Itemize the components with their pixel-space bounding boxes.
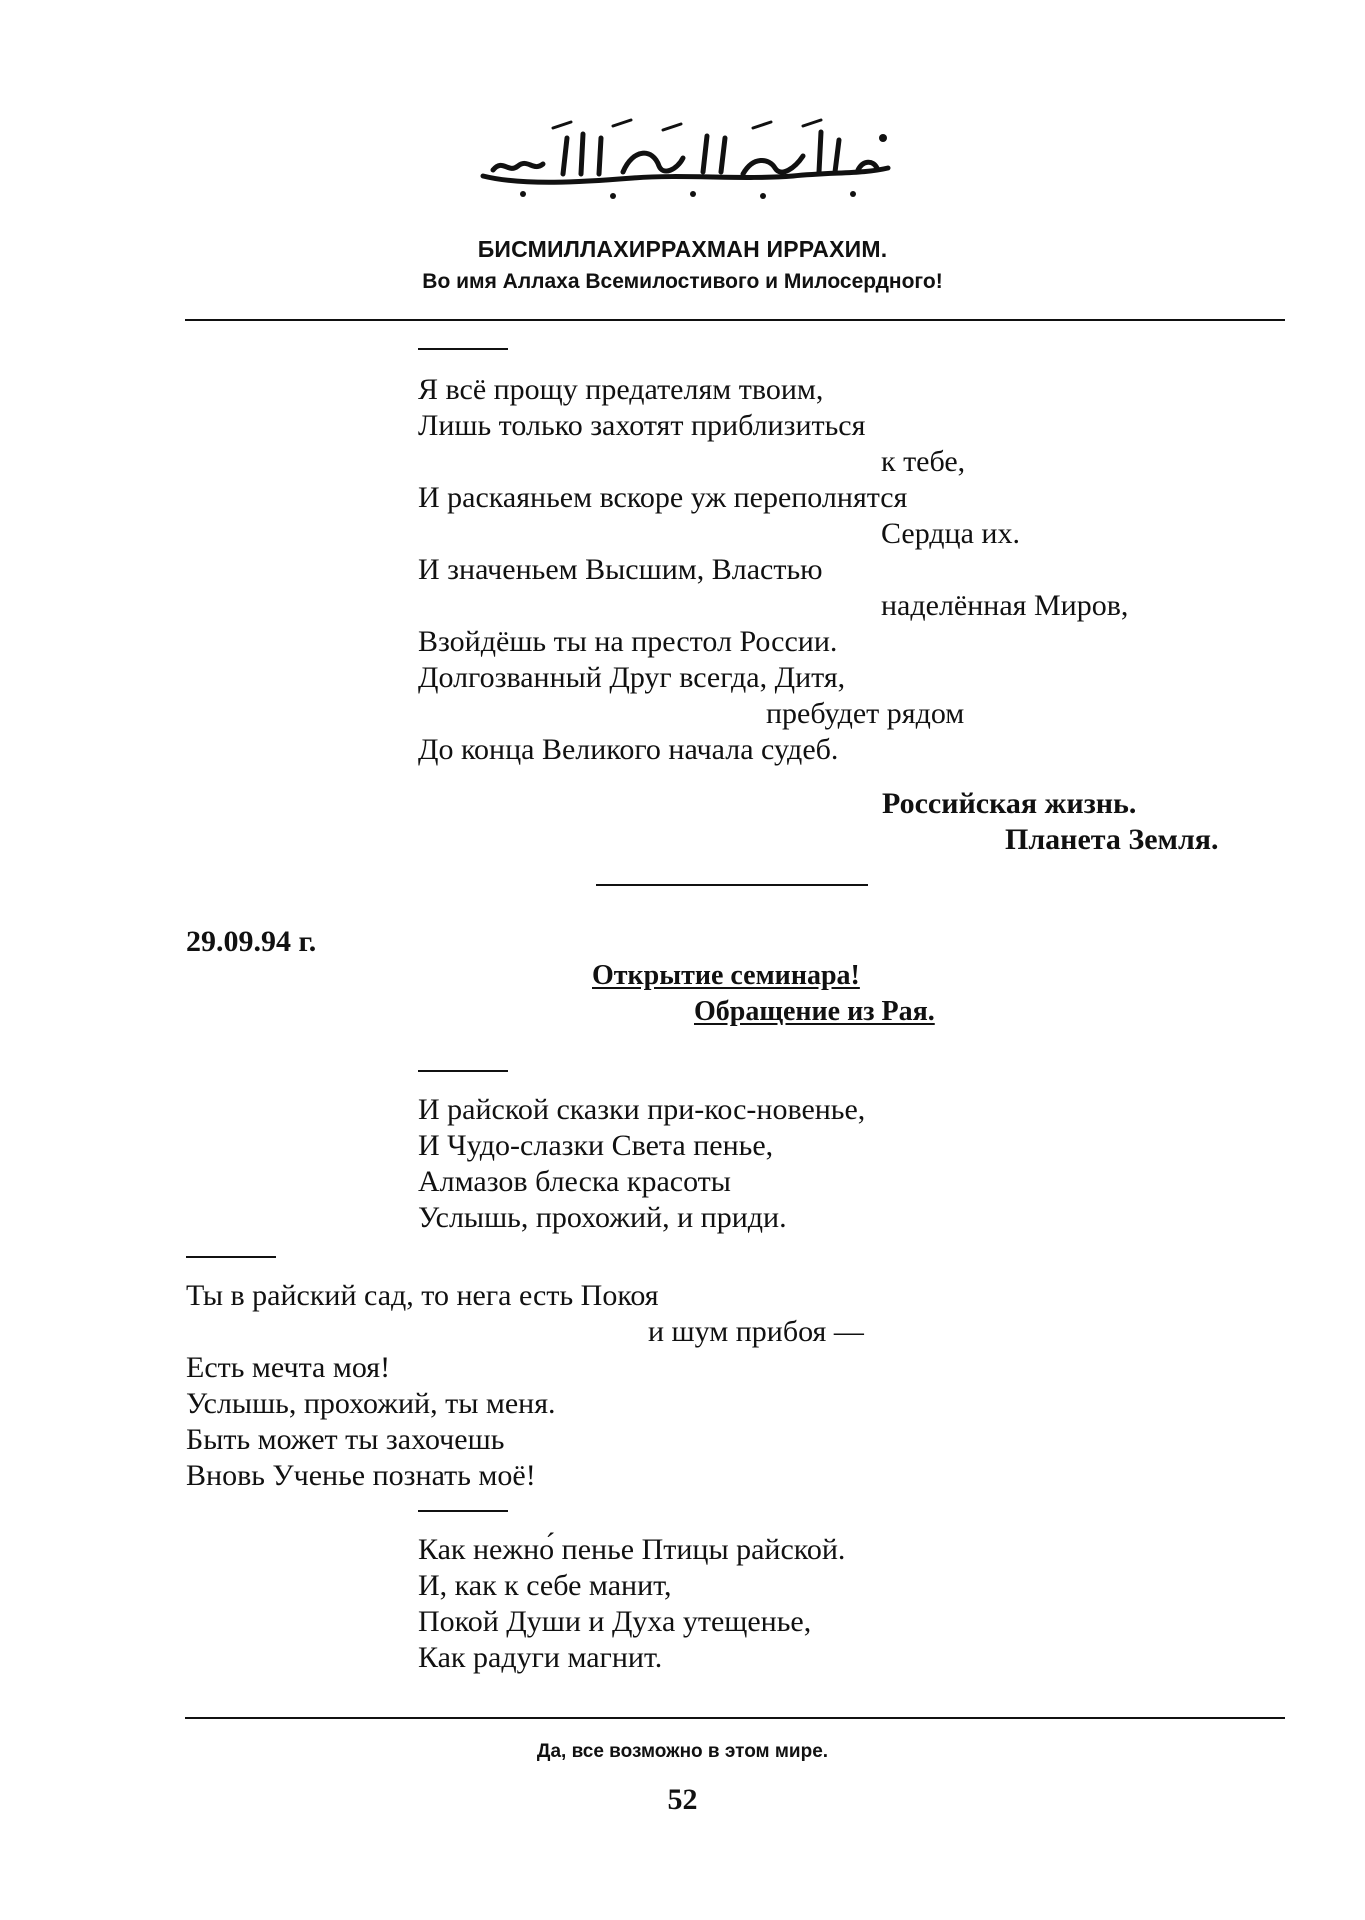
- poem4-line-1: Как нежно́ пенье Птицы райской.: [418, 1533, 846, 1566]
- bismillah-calligraphy: [0, 108, 1365, 208]
- stanza-divider: [418, 348, 508, 350]
- section-divider: [596, 884, 868, 886]
- poem1-line-9: Долгозванный Друг всегда, Дитя,: [418, 661, 846, 694]
- calligraphy-image: [463, 108, 903, 208]
- bismillah-subtitle: Во имя Аллаха Всемилостивого и Милосердного!: [422, 270, 943, 293]
- poem1-line-2: Лишь только захотят приблизиться: [418, 409, 866, 442]
- header-divider: [185, 319, 1285, 321]
- entry-heading-1: Открытие семинара!: [592, 960, 860, 991]
- poem3-line-2: и шум прибоя —: [648, 1315, 864, 1348]
- poem3-line-5: Быть может ты захочешь: [186, 1423, 505, 1456]
- poem1-line-1: Я всё прощу предателям твоим,: [418, 373, 824, 406]
- stanza-divider: [418, 1070, 508, 1072]
- poem1-line-5: Сердца их.: [881, 517, 1020, 550]
- poem3-line-1: Ты в райский сад, то нега есть Покоя: [186, 1279, 659, 1312]
- bismillah-title: БИСМИЛЛАХИРРАХМАН ИРРАХИМ.: [477, 236, 888, 262]
- poem4-line-4: Как радуги магнит.: [418, 1641, 663, 1674]
- poem3-line-3: Есть мечта моя!: [186, 1351, 391, 1384]
- poem1-line-10: пребудет рядом: [766, 697, 965, 730]
- entry-heading-2: Обращение из Рая.: [694, 996, 935, 1027]
- poem1-line-4: И раскаяньем вскоре уж переполнятся: [418, 481, 908, 514]
- running-footer: Да, все возможно в этом мире.: [536, 1741, 829, 1762]
- poem3-line-4: Услышь, прохожий, ты меня.: [186, 1387, 556, 1420]
- poem1-line-11: До конца Великого начала судеб.: [418, 733, 839, 766]
- page-number: 52: [667, 1783, 698, 1816]
- entry-date: 29.09.94 г.: [186, 925, 317, 958]
- stanza-divider: [418, 1510, 508, 1512]
- poem1-line-6: И значеньем Высшим, Властью: [418, 553, 823, 586]
- poem1-signature-line-2: Планета Земля.: [1005, 823, 1219, 856]
- poem1-signature-line-1: Российская жизнь.: [882, 787, 1137, 820]
- poem1-line-7: наделённая Миров,: [881, 589, 1129, 622]
- poem4-line-3: Покой Души и Духа утещенье,: [418, 1605, 812, 1638]
- poem2-line-4: Услышь, прохожий, и приди.: [418, 1201, 787, 1234]
- stanza-divider: [186, 1256, 276, 1258]
- poem2-line-3: Алмазов блеска красоты: [418, 1165, 731, 1198]
- poem2-line-1: И райской сказки при-кос-новенье,: [418, 1093, 866, 1126]
- poem3-line-6: Вновь Ученье познать моё!: [186, 1459, 536, 1492]
- poem2-line-2: И Чудо-слазки Света пенье,: [418, 1129, 774, 1162]
- poem1-line-8: Взойдёшь ты на престол России.: [418, 625, 838, 658]
- footer-divider: [185, 1717, 1285, 1719]
- poem4-line-2: И, как к себе манит,: [418, 1569, 672, 1602]
- poem1-line-3: к тебе,: [881, 445, 966, 478]
